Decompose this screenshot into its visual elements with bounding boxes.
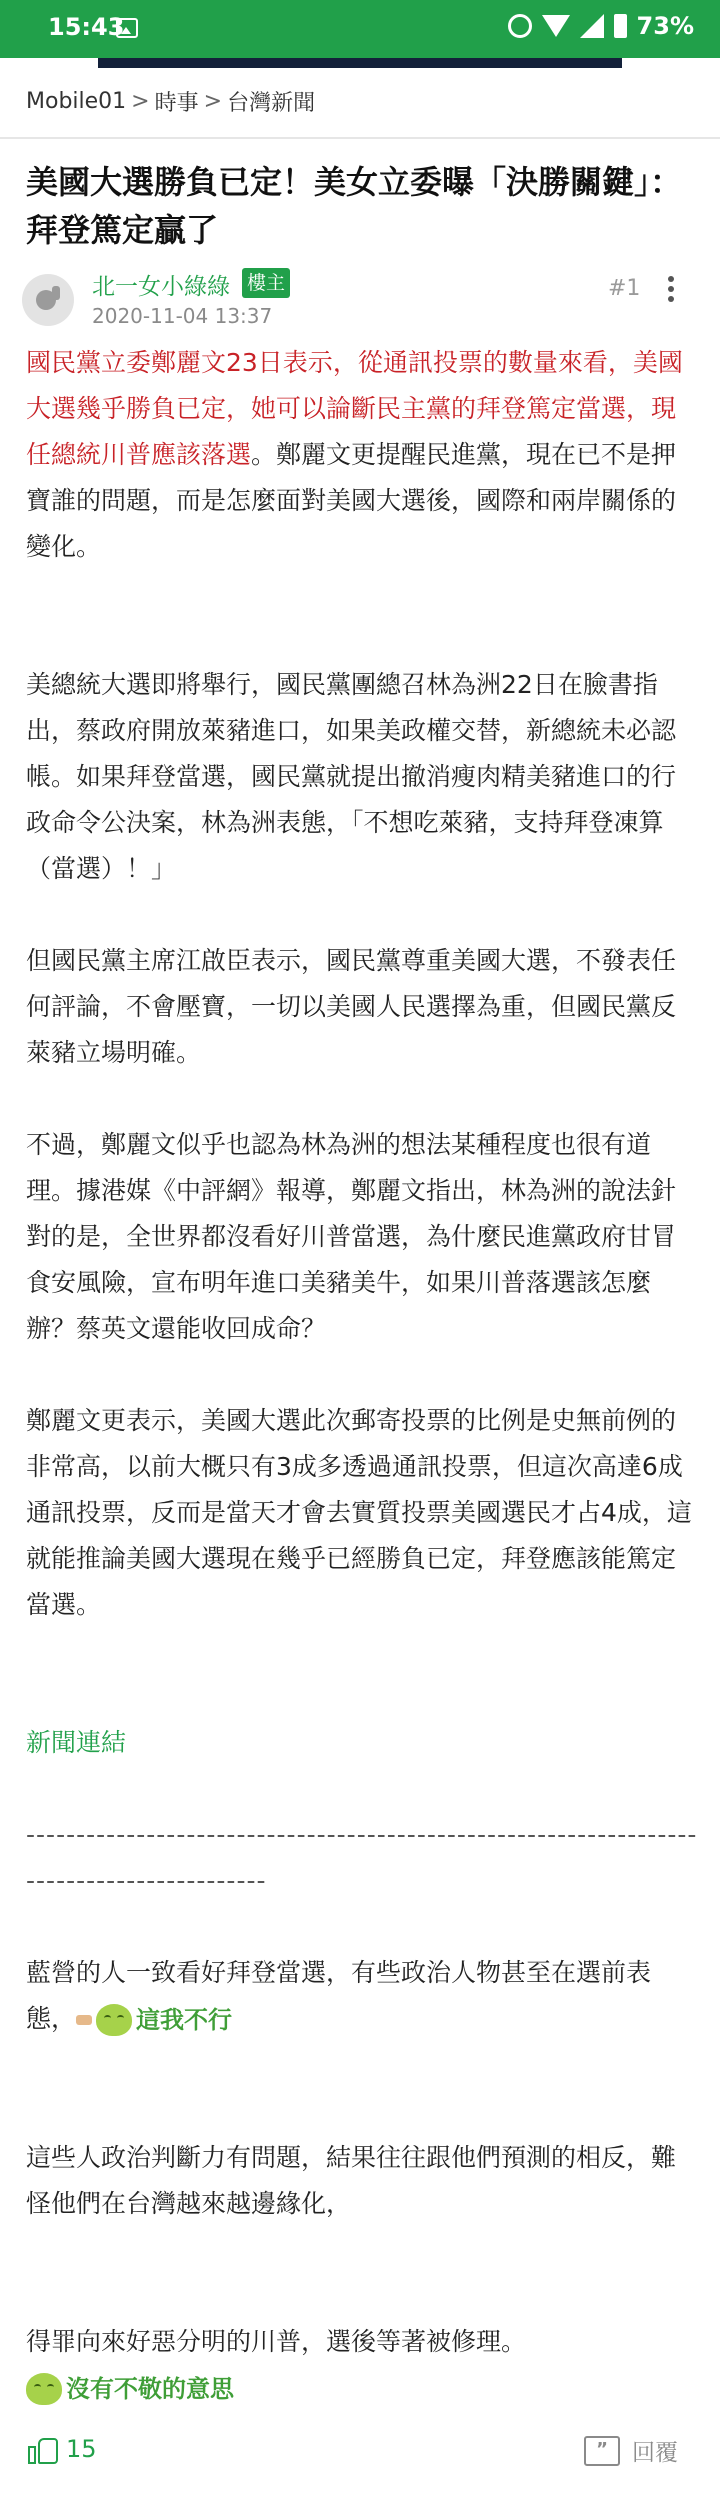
status-icons — [508, 12, 694, 40]
paragraph — [26, 1950, 698, 2043]
paragraph: 得罪向來好惡分明的川普，選後等著被修理。 — [26, 2327, 527, 2356]
battery-percent: 73% — [636, 12, 694, 40]
dashed-divider: ------------------------------------------------------------------------------------------- — [26, 1820, 698, 1895]
action-bar — [0, 2420, 720, 2494]
breadcrumb-mobile01[interactable]: Mobile01 — [26, 89, 127, 114]
sticker-label: 這我不行 — [136, 2006, 233, 2034]
green-face-icon — [26, 2373, 62, 2405]
sticker-line — [26, 2365, 698, 2412]
alarm-icon — [508, 14, 532, 38]
image-icon — [116, 18, 138, 38]
floor-number[interactable]: #1 — [608, 276, 641, 301]
paragraph-text: 藍營的人一致看好拜登當選，有些政治人物甚至在選前表態， — [26, 1958, 652, 2033]
paragraph: 但國民黨主席江啟臣表示，國民黨尊重美國大選，不發表任何評論，不會壓寶，一切以美國人民選擇為重，但國民黨反萊豬立場明確。 — [26, 946, 677, 1067]
sticker-label: 沒有不敬的意思 — [66, 2375, 234, 2403]
paragraph-text: 。鄭麗文更提醒民進黨，現在已不是押寶誰的問題，而是怎麼面對美國大選後，國際和兩岸關係的變化。 — [26, 440, 677, 561]
quote-icon: ” — [584, 2436, 620, 2466]
breadcrumb-separator: > — [131, 89, 150, 114]
post-date: 2020-11-04 13:37 — [92, 304, 273, 328]
status-time: 15:43 — [48, 13, 125, 41]
green-face-icon — [96, 2004, 132, 2036]
paragraph: 不過，鄭麗文似乎也認為林為洲的想法某種程度也很有道理。據港媒《中評網》報導，鄭麗文指出，林為洲的說法針對的是，全世界都沒看好川普當選，為什麼民進黨政府甘冒食安風險，宣布明年進口美豬美牛，如果川普落選該怎麼辦？蔡英文還能收回成命？ — [26, 1130, 677, 1343]
author-name[interactable]: 北一女小綠綠 — [92, 274, 230, 300]
reply-button[interactable] — [584, 2434, 678, 2467]
paragraph — [26, 340, 698, 570]
wifi-icon — [542, 15, 570, 37]
post-title: 美國大選勝負已定！美女立委曝「決勝關鍵」：拜登篤定贏了 — [26, 163, 683, 249]
op-badge: 樓主 — [242, 268, 290, 298]
paragraph: 這些人政治判斷力有問題，結果往往跟他們預測的相反，難怪他們在台灣越來越邊緣化， — [26, 2143, 677, 2218]
breadcrumb — [26, 86, 315, 117]
avatar[interactable] — [22, 274, 74, 326]
news-link[interactable]: 新聞連結 — [26, 1728, 127, 1757]
pointing-hand-icon — [76, 2015, 92, 2025]
more-options-icon[interactable] — [666, 276, 676, 306]
signal-icon — [580, 14, 604, 38]
battery-icon — [614, 14, 627, 38]
like-button[interactable] — [28, 2434, 97, 2464]
sticker-emoji — [76, 1997, 232, 2043]
divider — [0, 137, 720, 139]
reply-label: 回覆 — [632, 2440, 678, 2466]
top-banner[interactable] — [98, 58, 622, 68]
sticker-emoji — [26, 2366, 234, 2412]
thumbs-up-icon — [28, 2434, 58, 2464]
highlighted-text: 國民黨立委鄭麗文23日表示，從通訊投票的數量來看，美國大選幾乎勝負已定，她可以論斷民主黨的拜登篤定當選，現任總統川普應該落選 — [26, 348, 683, 469]
breadcrumb-separator: > — [203, 89, 223, 114]
paragraph: 鄭麗文更表示，美國大選此次郵寄投票的比例是史無前例的非常高，以前大概只有3成多透過通訊投票，但這次高達6成通訊投票，反而是當天才會去實質投票美國選民才占4成，這就能推論美國大選現在幾乎已經勝負已定，拜登應該能篤定當選。 — [26, 1406, 692, 1619]
post-content — [26, 340, 698, 2412]
breadcrumb-current-affairs[interactable]: 時事 — [154, 91, 199, 116]
paragraph: 美總統大選即將舉行，國民黨團總召林為洲22日在臉書指出，蔡政府開放萊豬進口，如果美政權交替，新總統未必認帳。如果拜登當選，國民黨就提出撤消瘦肉精美豬進口的行政命令公決案，林為洲表態，「不想吃萊豬，支持拜登凍算（當選）！」 — [26, 670, 677, 883]
like-count: 15 — [66, 2435, 97, 2463]
status-bar — [0, 0, 720, 58]
breadcrumb-taiwan-news[interactable]: 台灣新聞 — [227, 91, 316, 116]
